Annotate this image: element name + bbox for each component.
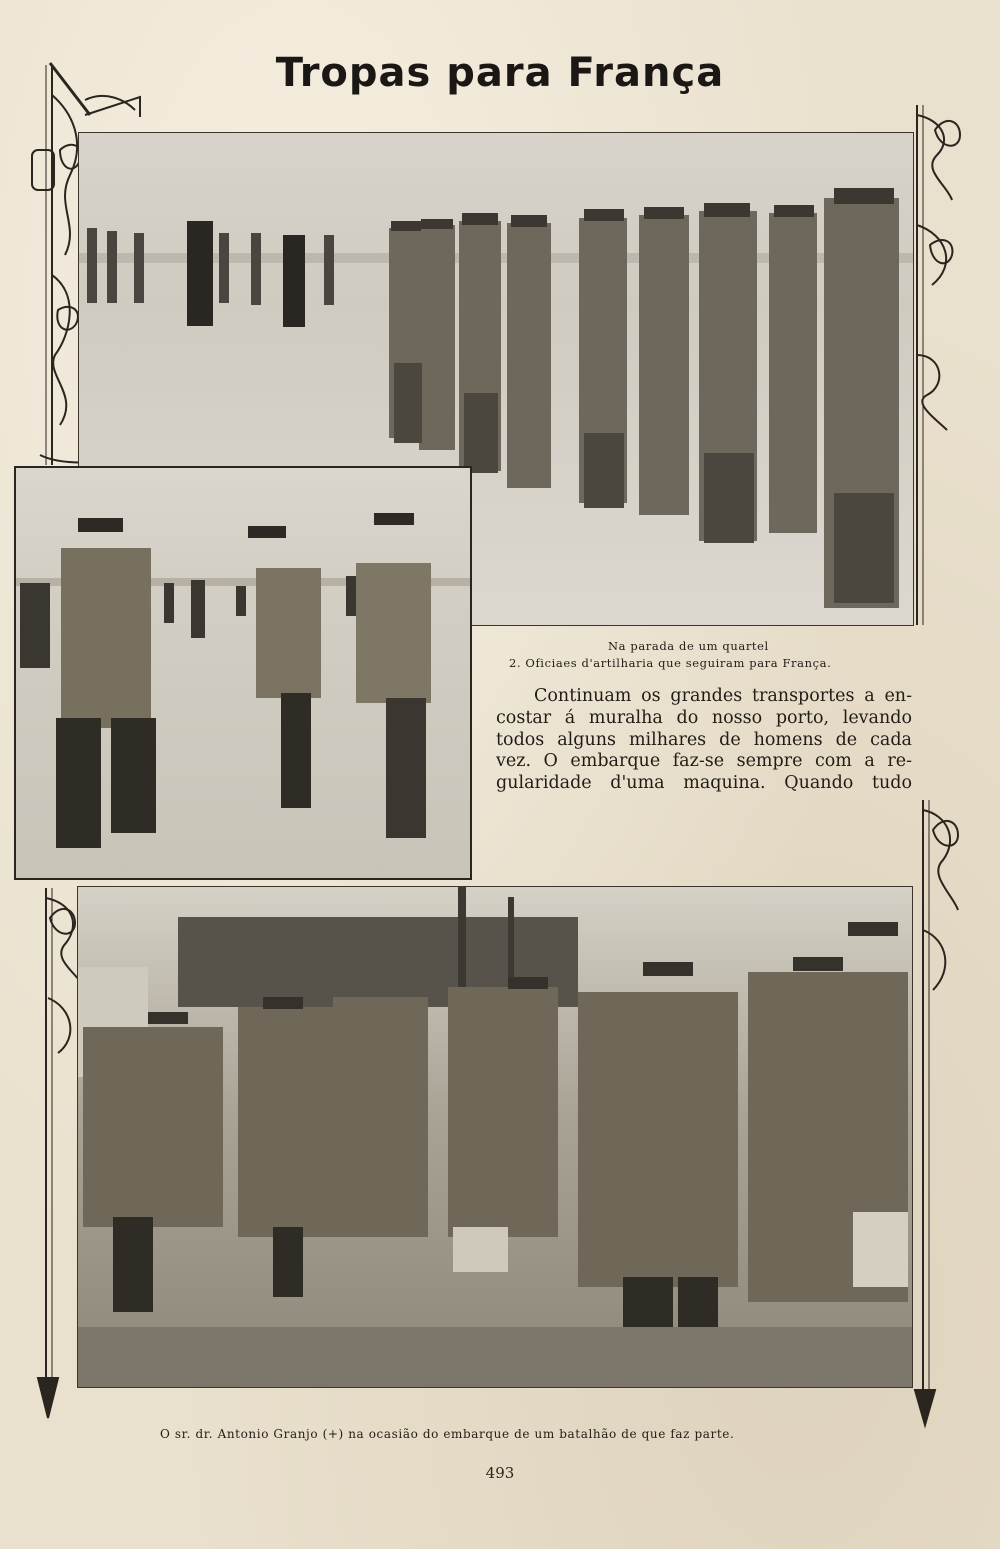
caption-top-line-1: Na parada de um quartel xyxy=(608,639,769,653)
article-line: vez. O embarque faz-se sempre com a re- xyxy=(496,751,912,772)
article-line: gularidade d'uma maquina. Quando tudo xyxy=(496,773,912,794)
article-line: todos alguns milhares de homens de cada xyxy=(496,729,912,750)
page-title: Tropas para França xyxy=(275,50,725,96)
caption-bottom: O sr. dr. Antonio Granjo (+) na ocasião do embarque de um batalhão de que faz parte. xyxy=(160,1427,735,1441)
photo-battalion-embarkation xyxy=(77,886,913,1388)
right-top-ornament-icon xyxy=(905,95,965,635)
page-number: 493 xyxy=(485,1464,515,1482)
article-line: Continuam os grandes transportes a en- xyxy=(534,686,912,706)
caption-top-line-2: 2. Oficiaes d'artilharia que seguiram para França. xyxy=(509,656,832,670)
article-text xyxy=(496,686,912,795)
right-bottom-ornament-icon xyxy=(905,790,965,1430)
article-line: costar á muralha do nosso porto, levando xyxy=(496,707,912,728)
photo-artillery-officers xyxy=(14,466,472,880)
